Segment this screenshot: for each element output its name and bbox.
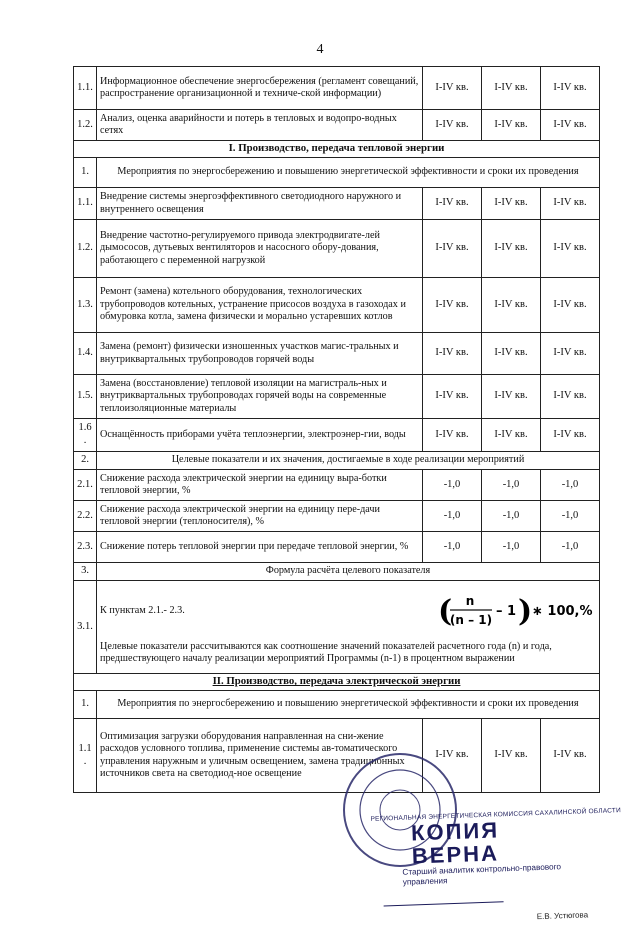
period-cell: I-IV кв. xyxy=(541,719,600,793)
table-row xyxy=(74,188,600,220)
formula-cell xyxy=(97,581,600,674)
target-value: -1,0 xyxy=(482,470,541,501)
period-cell: I-IV кв. xyxy=(541,67,600,110)
target-value: -1,0 xyxy=(423,470,482,501)
row-number: 1.5. xyxy=(74,375,97,419)
row-number: 1. xyxy=(74,691,97,719)
table-row xyxy=(74,375,600,419)
table-row xyxy=(74,501,600,532)
target-value: -1,0 xyxy=(541,470,600,501)
row-text: Оптимизация загрузки оборудования направленная на сни-жение расходов условного топлива, применение системы ав-томатического управления наружным и уличным освещением, замена традиционных источников света на светодиод-ное освещение xyxy=(97,719,423,793)
section-2-title xyxy=(74,674,600,691)
row-number: 1.1. xyxy=(74,67,97,110)
period-cell: I-IV кв. xyxy=(423,220,482,278)
table-row xyxy=(74,532,600,563)
row-number: 1. xyxy=(74,158,97,188)
period-cell: I-IV кв. xyxy=(423,419,482,452)
row-number: 3. xyxy=(74,563,97,581)
formula-open-paren: ( xyxy=(438,593,453,629)
energy-measures-table xyxy=(73,66,600,793)
row-number: 1.4. xyxy=(74,333,97,375)
period-cell: I-IV кв. xyxy=(482,67,541,110)
table-row xyxy=(74,719,600,793)
row-number: 1.1 . xyxy=(74,719,97,793)
row-text: Информационное обеспечение энергосбережения (регламент совещаний, распространение организационной и техниче-ской информации) xyxy=(97,67,423,110)
period-cell: I-IV кв. xyxy=(423,278,482,333)
table-row xyxy=(74,581,600,674)
row-number: 3.1. xyxy=(74,581,97,674)
period-cell: I-IV кв. xyxy=(541,278,600,333)
row-number: 1.1. xyxy=(74,188,97,220)
target-value: -1,0 xyxy=(482,501,541,532)
section-heading-row xyxy=(74,674,600,691)
row-text: Замена (восстановление) тепловой изоляции на магистраль-ных и внутриквартальных трубопроводах горячей воды на современные теплоизоляционные материалы xyxy=(97,375,423,419)
cert-position: Старший аналитик контрольно-правового управления xyxy=(402,862,562,887)
formula-suffix: – 1 xyxy=(496,603,517,619)
section-2-title-text: II. Производство, передача электрической энергии xyxy=(212,675,461,688)
target-value: -1,0 xyxy=(423,532,482,563)
row-text: Ремонт (замена) котельного оборудования, технологических трубопроводов котельных, устранение присосов воздуха в газоходах и обмуровка котла, замена физически и морально устаревших котлов xyxy=(97,278,423,333)
row-text: Снижение расхода электрической энергии на единицу пере-дачи тепловой энергии (теплоносителя), % xyxy=(97,501,423,532)
period-cell: I-IV кв. xyxy=(423,719,482,793)
period-cell: I-IV кв. xyxy=(423,110,482,141)
row-text: Анализ, оценка аварийности и потерь в тепловых и водопро-водных сетях xyxy=(97,110,423,141)
period-cell: I-IV кв. xyxy=(541,220,600,278)
row-number: 2. xyxy=(74,452,97,470)
formula-line xyxy=(100,589,596,633)
period-cell: I-IV кв. xyxy=(541,375,600,419)
row-text: Снижение расхода электрической энергии на единицу выра-ботки тепловой энергии, % xyxy=(97,470,423,501)
row-number: 1.2. xyxy=(74,110,97,141)
target-value: -1,0 xyxy=(482,532,541,563)
row-number: 2.3. xyxy=(74,532,97,563)
formula-close-paren: ) xyxy=(518,593,533,629)
target-value: -1,0 xyxy=(541,532,600,563)
table-row xyxy=(74,452,600,470)
period-cell: I-IV кв. xyxy=(482,375,541,419)
formula-applies-to: К пунктам 2.1.- 2.3. xyxy=(100,605,185,617)
cert-signer: Е.В. Устюгова xyxy=(536,910,589,922)
row-number: 2.2. xyxy=(74,501,97,532)
cert-organization: РЕГИОНАЛЬНАЯ ЭНЕРГЕТИЧЕСКАЯ КОМИССИЯ САХАЛИНСКОЙ ОБЛАСТИ xyxy=(370,807,622,823)
target-value: -1,0 xyxy=(541,501,600,532)
table-row xyxy=(74,563,600,581)
targets-header: Целевые показатели и их значения, достигаемые в ходе реализации мероприятий xyxy=(97,452,600,470)
table-row xyxy=(74,333,600,375)
formula-multiplier: ∗ 100,% xyxy=(532,603,593,619)
table-row xyxy=(74,470,600,501)
formula-description: Целевые показатели рассчитываются как соотношение значений показателей расчетного года (n) и года, предшествующего началу реализации мероприятий Программы (n-1) в процентном выражении xyxy=(100,640,552,664)
formula-header: Формула расчёта целевого показателя xyxy=(97,563,600,581)
period-cell: I-IV кв. xyxy=(541,110,600,141)
table-row xyxy=(74,220,600,278)
table-row xyxy=(74,158,600,188)
row-number: 1.6 . xyxy=(74,419,97,452)
row-text: Внедрение частотно-регулируемого привода электродвигате-лей дымососов, дутьевых вентиляторов и насосного обору-дования, работающего с переменной нагрузкой xyxy=(97,220,423,278)
period-cell: I-IV кв. xyxy=(482,278,541,333)
period-cell: I-IV кв. xyxy=(482,110,541,141)
row-number: 1.2. xyxy=(74,220,97,278)
formula-expression xyxy=(436,591,596,633)
row-number: 2.1. xyxy=(74,470,97,501)
period-cell: I-IV кв. xyxy=(482,220,541,278)
period-cell: I-IV кв. xyxy=(541,419,600,452)
table-row xyxy=(74,278,600,333)
signature-line xyxy=(384,901,504,906)
table-row xyxy=(74,110,600,141)
section-heading-row xyxy=(74,141,600,158)
page-number: 4 xyxy=(316,42,324,57)
row-text: Замена (ремонт) физически изношенных участков магис-тральных и внутриквартальных трубопроводов горячей воды xyxy=(97,333,423,375)
period-cell: I-IV кв. xyxy=(482,719,541,793)
row-text: Оснащённость приборами учёта теплоэнергии, электроэнер-гии, воды xyxy=(97,419,423,452)
table-row xyxy=(74,419,600,452)
period-cell: I-IV кв. xyxy=(541,188,600,220)
period-cell: I-IV кв. xyxy=(423,188,482,220)
period-cell: I-IV кв. xyxy=(482,188,541,220)
row-text: Внедрение системы энергоэффективного светодиодного наружного и внутреннего освещения xyxy=(97,188,423,220)
period-cell: I-IV кв. xyxy=(423,375,482,419)
period-cell: I-IV кв. xyxy=(541,333,600,375)
period-cell: I-IV кв. xyxy=(482,333,541,375)
period-cell: I-IV кв. xyxy=(423,67,482,110)
cert-title: КОПИЯ ВЕРНА xyxy=(410,817,500,869)
row-text: Снижение потерь тепловой энергии при передаче тепловой энергии, % xyxy=(97,532,423,563)
row-number: 1.3. xyxy=(74,278,97,333)
formula-denominator: (n – 1) xyxy=(449,612,493,627)
measures-header: Мероприятия по энергосбережению и повышению энергетической эффективности и сроки их проведения xyxy=(97,158,600,188)
certification-stamp xyxy=(370,807,622,922)
period-cell: I-IV кв. xyxy=(423,333,482,375)
target-value: -1,0 xyxy=(423,501,482,532)
period-cell: I-IV кв. xyxy=(482,419,541,452)
section-1-title: I. Производство, передача тепловой энергии xyxy=(74,141,600,158)
formula-numerator: n xyxy=(465,593,475,608)
table-row xyxy=(74,67,600,110)
measures-header: Мероприятия по энергосбережению и повышению энергетической эффективности и сроки их проведения xyxy=(97,691,600,719)
table-row xyxy=(74,691,600,719)
